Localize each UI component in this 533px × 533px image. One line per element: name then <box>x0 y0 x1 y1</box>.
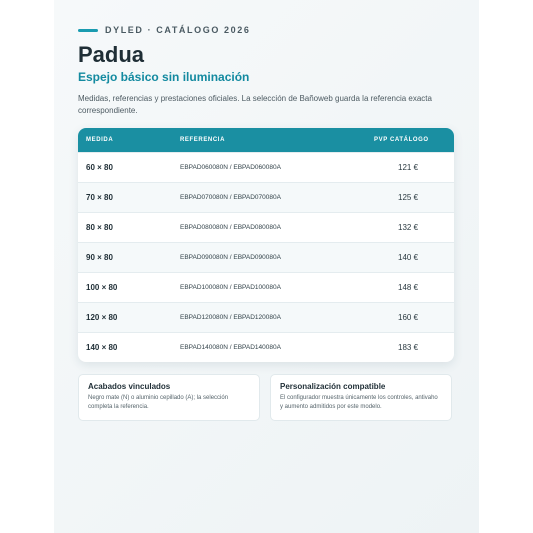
table-row <box>78 152 454 182</box>
cell-price: 132 € <box>398 223 419 232</box>
cell-size: 60 × 80 <box>86 163 113 172</box>
column-header-reference: REFERENCIA <box>180 137 226 143</box>
table-row <box>78 332 454 362</box>
kicker-accent-bar <box>78 29 98 32</box>
cell-price: 160 € <box>398 313 419 322</box>
cell-reference: EBPAD120080N / EBPAD120080A <box>180 314 281 321</box>
cell-reference: EBPAD080080N / EBPAD080080A <box>180 224 281 231</box>
reference-table <box>78 128 454 362</box>
finishes-note-card <box>78 374 260 421</box>
column-header-price: PVP CATÁLOGO <box>374 137 429 143</box>
page-title: Padua <box>78 42 145 67</box>
table-row <box>78 212 454 242</box>
table-row <box>78 242 454 272</box>
cell-reference: EBPAD100080N / EBPAD100080A <box>180 284 281 291</box>
table-row <box>78 302 454 332</box>
cell-reference: EBPAD090080N / EBPAD090080A <box>180 254 281 261</box>
column-header-size: MEDIDA <box>86 137 114 143</box>
cell-size: 70 × 80 <box>86 193 113 202</box>
cell-price: 125 € <box>398 193 419 202</box>
finishes-note-title: Acabados vinculados <box>88 382 171 391</box>
customization-note-card <box>270 374 452 421</box>
cell-reference: EBPAD070080N / EBPAD070080A <box>180 194 281 201</box>
page-subtitle: Espejo básico sin iluminación <box>78 70 250 84</box>
cell-size: 80 × 80 <box>86 223 113 232</box>
table-row <box>78 272 454 302</box>
customization-note-title: Personalización compatible <box>280 382 386 391</box>
kicker-text: DYLED · CATÁLOGO 2026 <box>105 25 251 35</box>
cell-size: 90 × 80 <box>86 253 113 262</box>
cell-price: 140 € <box>398 253 419 262</box>
table-row <box>78 182 454 212</box>
intro-paragraph: Medidas, referencias y prestaciones oficiales. La selección de Bañoweb guarda la referencia exacta correspondiente. <box>78 94 432 115</box>
finishes-note-body: Negro mate (N) o aluminio cepillado (A); la selección completa la referencia. <box>88 395 229 410</box>
cell-price: 148 € <box>398 283 419 292</box>
customization-note-body: El configurador muestra únicamente los controles, antivaho y aumento admitidos por este modelo. <box>280 395 438 410</box>
cell-size: 100 × 80 <box>86 283 118 292</box>
cell-reference: EBPAD060080N / EBPAD060080A <box>180 164 281 171</box>
catalog-kicker <box>78 25 250 35</box>
cell-size: 140 × 80 <box>86 343 118 352</box>
table-header <box>78 128 454 152</box>
cell-reference: EBPAD140080N / EBPAD140080A <box>180 344 281 351</box>
cell-price: 121 € <box>398 163 419 172</box>
cell-price: 183 € <box>398 343 419 352</box>
cell-size: 120 × 80 <box>86 313 118 322</box>
